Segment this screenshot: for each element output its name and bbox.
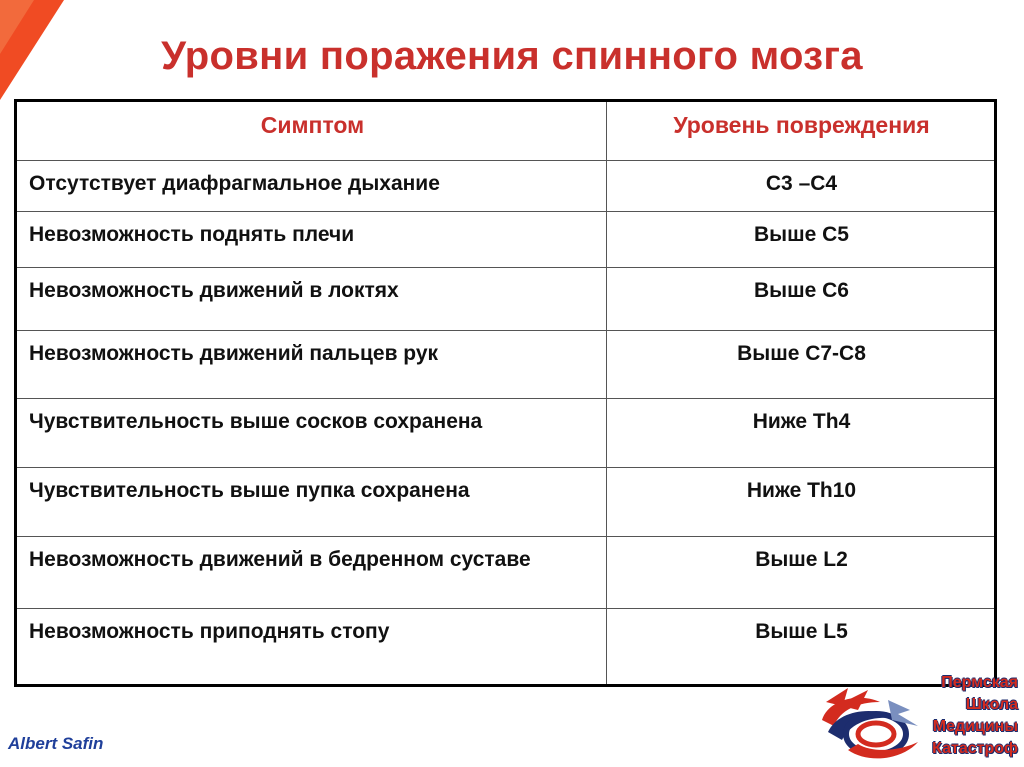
header-level: Уровень повреждения [607,101,996,161]
school-name-line: Катастроф [932,740,1018,757]
level-cell: С3 –С4 [607,161,996,212]
symptom-cell: Невозможность приподнять стопу [16,609,607,686]
table-row [16,468,996,537]
symptom-cell: Чувствительность выше сосков сохранена [16,399,607,468]
symptom-cell: Невозможность движений в бедренном суставе [16,537,607,609]
table-row [16,399,996,468]
level-cell: Выше С7-С8 [607,331,996,399]
header-symptom: Симптом [16,101,607,161]
table-row [16,268,996,331]
school-name-line: Пермская [941,674,1018,691]
school-logo [818,672,1024,767]
level-cell: Выше L2 [607,537,996,609]
symptom-cell: Невозможность поднять плечи [16,212,607,268]
emblem-icon [818,680,938,766]
level-cell: Выше С5 [607,212,996,268]
symptom-level-table [14,99,997,687]
table-row [16,161,996,212]
level-cell: Ниже Th10 [607,468,996,537]
table-row [16,212,996,268]
table-row [16,537,996,609]
level-cell: Выше С6 [607,268,996,331]
symptom-cell: Чувствительность выше пупка сохранена [16,468,607,537]
slide-title: Уровни поражения спинного мозга [161,34,863,78]
level-cell: Выше L5 [607,609,996,686]
symptom-cell: Невозможность движений пальцев рук [16,331,607,399]
level-cell: Ниже Th4 [607,399,996,468]
author-credit: Albert Safin [8,734,104,753]
school-name-line: Медицины [932,718,1018,735]
school-name [932,672,1018,760]
table-header-row [16,101,996,161]
school-name-line: Школа [965,696,1018,713]
symptom-cell: Невозможность движений в локтях [16,268,607,331]
table-row [16,331,996,399]
symptom-cell: Отсутствует диафрагмальное дыхание [16,161,607,212]
